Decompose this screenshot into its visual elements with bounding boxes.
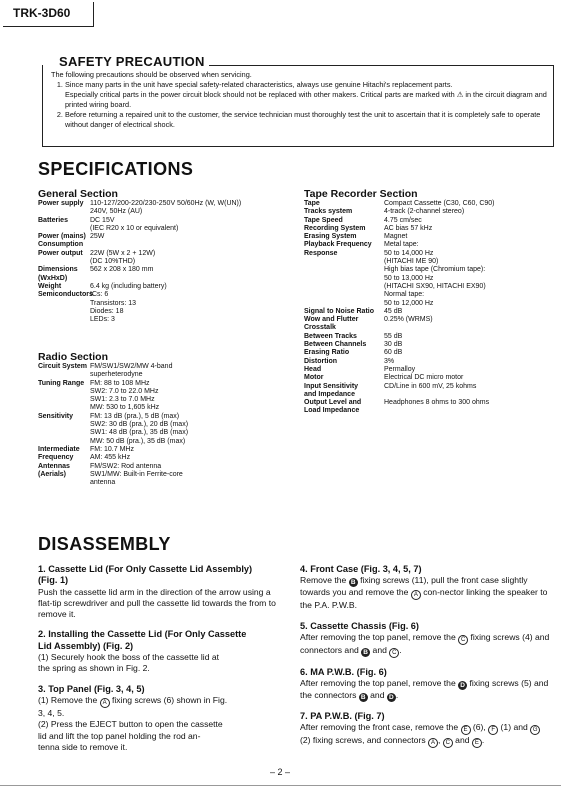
- spec-key: Recording System: [304, 224, 366, 232]
- step-4-body: Remove the B fixing screws (11), pull the front case slightly towards you and remove the A con-nector linking the speaker to the P.A. P.W.B.: [300, 575, 548, 611]
- spec-row: [38, 217, 318, 234]
- spec-key: Signal to Noise Ratio: [304, 307, 375, 315]
- spec-value: Headphones 8 ohms to 300 ohms: [384, 399, 490, 407]
- spec-row: [38, 463, 318, 488]
- spec-value: DC 15V (IEC R20 x 10 or equivalent): [90, 216, 179, 232]
- tape-spec-list: [304, 200, 554, 416]
- disassembly-right-column: [300, 564, 552, 748]
- spec-value: Compact Cassette (C30, C60, C90): [384, 200, 495, 207]
- spec-key: Dimensions (WxHxD): [38, 266, 78, 282]
- disassembly-heading: DISASSEMBLY: [38, 534, 171, 554]
- spec-key: Input Sensitivity and Impedance: [304, 382, 359, 398]
- marker-g: G: [530, 725, 540, 735]
- spec-value: FM: 13 dB (pra.), 5 dB (max) SW2: 30 dB (pra.), 20 dB (max) SW1: 48 dB (pra.), 35 dB (max) MW: 50 dB (pra.), 35 dB (max): [90, 412, 189, 445]
- spec-row: [304, 341, 554, 349]
- spec-value: CD/Line in 600 mV, 25 kohms: [384, 382, 477, 390]
- spec-value: 6.4 kg (including battery): [90, 282, 167, 290]
- spec-value: Electrical DC micro motor: [384, 374, 464, 382]
- marker-e: E: [472, 738, 482, 748]
- spec-value: 4-track (2-channel stereo): [384, 208, 465, 216]
- spec-row: [304, 308, 554, 316]
- step-6-body: After removing the top panel, remove the D fixing screws (5) and the connectors B and D .: [300, 678, 549, 702]
- spec-row: [304, 316, 554, 324]
- spec-value: Permalloy: [384, 365, 416, 373]
- spec-value: FM: 88 to 108 MHz SW2: 7.0 to 22.0 MHz SW1: 2.3 to 7.0 MHz MW: 530 to 1,605 kHz: [90, 379, 160, 412]
- spec-key: Antennas (Aerials): [38, 462, 70, 478]
- safety-box: [42, 54, 554, 147]
- step-7-title: 7. PA P.W.B. (Fig. 7): [300, 711, 385, 722]
- spec-key: Semiconductors: [38, 291, 93, 299]
- safety-note: Especially critical parts in the power circuit block should not be replaced with other makers. Critical parts are marked with ⚠ in the circuit diagram and printed wiring board.: [65, 90, 547, 109]
- spec-row: [304, 333, 554, 341]
- spec-key: Motor: [304, 374, 324, 382]
- marker-f: F: [488, 725, 498, 735]
- spec-row: [38, 291, 318, 324]
- general-spec-list: [38, 200, 318, 324]
- step-3-title: 3. Top Panel (Fig. 3, 4, 5): [38, 683, 145, 694]
- spec-key: Erasing Ratio: [304, 349, 350, 357]
- spec-row: [38, 250, 318, 267]
- spec-value: Magnet: [384, 233, 408, 241]
- radio-section-title: Radio Section: [38, 351, 109, 363]
- spec-key: Erasing System: [304, 233, 357, 241]
- spec-row: [304, 399, 554, 416]
- spec-key: Batteries: [38, 216, 68, 224]
- spec-value: 0.25% (WRMS): [384, 316, 433, 324]
- marker-c: C: [389, 648, 399, 658]
- spec-row: [38, 446, 318, 463]
- marker-c: C: [443, 738, 453, 748]
- spec-row: [304, 349, 554, 357]
- spec-row: [304, 366, 554, 374]
- spec-key: Playback Frequency Response: [304, 241, 372, 257]
- spec-key: Circuit System: [38, 363, 88, 370]
- safety-item-1: 1. Since many parts in the unit have special safety-related characteristics, always use genuine Hitachi's replacement parts. Especially critical parts in the power circuit block should not be replaced with other makers. Critical parts are marked with ⚠ in the circuit diagram and printed wiring board.: [65, 80, 547, 110]
- spec-row: [304, 233, 554, 241]
- spec-value: 562 x 208 x 180 mm: [90, 266, 154, 274]
- spec-row: [304, 217, 554, 225]
- marker-c: C: [458, 635, 468, 645]
- spec-key: Tracks system: [304, 208, 353, 216]
- spec-value: FM/SW1/SW2/MW 4-band superheterodyne: [90, 363, 173, 379]
- model-tab: [3, 2, 94, 27]
- spec-value: 110-127/200-220/230-250V 50/60Hz (W, W(UN)) 240V, 50Hz (AU): [90, 200, 242, 216]
- step-2-title: 2. Installing the Cassette Lid (For Only Cassette Lid Assembly) (Fig. 2): [38, 629, 247, 651]
- spec-row: [38, 266, 318, 283]
- marker-a: A: [411, 590, 421, 600]
- marker-a: A: [428, 738, 438, 748]
- spec-key: Power (mains) Consumption: [38, 233, 86, 249]
- step-5-body: After removing the top panel, remove the C fixing screws (4) and connectors and B and C .: [300, 631, 550, 656]
- spec-key: Head: [304, 365, 322, 373]
- spec-key: Output Level and Load Impedance: [304, 399, 362, 415]
- spec-key: Sensitivity: [38, 412, 74, 420]
- spec-value: 22W (5W x 2 + 12W) (DC 10%THD): [90, 249, 156, 266]
- model-number: TRK-3D60: [13, 6, 71, 20]
- step-3-body-1: (1) Remove the A fixing screws (6) shown in Fig. 3, 4, 5.: [38, 694, 228, 718]
- spec-row: [304, 383, 554, 400]
- step-2-body: (1) Securely hook the boss of the cassette lid at the spring as shown in Fig. 2.: [38, 652, 220, 674]
- spec-row: [304, 208, 554, 216]
- spec-value: 55 dB: [384, 332, 403, 340]
- spec-row: [38, 380, 318, 413]
- tape-section-title: Tape Recorder Section: [304, 188, 418, 200]
- spec-value: 4.75 cm/sec: [384, 216, 422, 224]
- safety-item-2: 2. Before returning a repaired unit to the customer, the service technician must thoroughly test the unit to ascertain that it is completely safe to operate without danger of electrical shock.: [65, 110, 547, 130]
- spec-value: FM/SW2: Rod antenna SW1/MW: Built-in Ferrite-core antenna: [90, 462, 183, 487]
- marker-a: A: [100, 698, 110, 708]
- spec-value: 45 dB: [384, 307, 403, 315]
- spec-key: Between Channels: [304, 341, 367, 349]
- marker-b: B: [361, 648, 370, 657]
- marker-b: B: [359, 693, 368, 702]
- safety-intro: The following precautions should be observed when servicing.: [51, 70, 252, 79]
- step-1-title: 1. Cassette Lid (For Only Cassette Lid Assembly) (Fig. 1): [38, 564, 253, 586]
- step-5-title: 5. Cassette Chassis (Fig. 6): [300, 620, 419, 631]
- spec-row: [38, 363, 318, 380]
- page-number: – 2 –: [270, 767, 291, 777]
- spec-key: Power output: [38, 249, 83, 257]
- step-7-body: After removing the front case, remove the E (6), F (1) and G (2) fixing screws, and connectors A , C and E .: [300, 722, 552, 748]
- spec-key: Tuning Range: [38, 379, 85, 387]
- spec-key: Weight: [38, 282, 62, 290]
- general-section-title: General Section: [38, 188, 118, 200]
- safety-title: SAFETY PRECAUTION: [55, 54, 209, 69]
- marker-d: D: [387, 693, 396, 702]
- marker-e: E: [461, 725, 471, 735]
- spec-value: 30 dB: [384, 341, 403, 349]
- spec-value: ICs: 6 Transistors: 13 Diodes: 18 LEDs: 3: [90, 291, 137, 324]
- spec-key: Tape: [304, 200, 320, 207]
- spec-row: [304, 324, 554, 332]
- specifications-heading: SPECIFICATIONS: [38, 159, 194, 179]
- disassembly-left-column: [38, 564, 283, 753]
- spec-row: [304, 374, 554, 382]
- bottom-rule: [0, 785, 561, 786]
- spec-value: 60 dB: [384, 349, 403, 357]
- spec-row: [304, 358, 554, 366]
- step-1-body: Push the cassette lid arm in the direction of the arrow using a flat-tip screwdriver and pull the cassette lid towards the from to remove it.: [38, 586, 276, 620]
- safety-body: [51, 70, 547, 130]
- spec-value: Metal tape: 50 to 14,000 Hz (HITACHI ME 90) High bias tape (Chromium tape): 50 to 13,000 Hz (HITACHI SX90, HITACHI EX90) Normal tape: 50 to 12,000 Hz: [384, 241, 486, 307]
- spec-value: 3%: [384, 357, 395, 365]
- radio-spec-list: [38, 363, 318, 487]
- spec-key: Crosstalk: [304, 324, 336, 332]
- spec-value: FM: 10.7 MHz AM: 455 kHz: [90, 445, 134, 462]
- spec-row: [304, 200, 554, 208]
- spec-row: [38, 200, 318, 217]
- marker-b: B: [349, 578, 358, 587]
- spec-key: Intermediate Frequency: [38, 445, 80, 462]
- spec-key: Distortion: [304, 357, 338, 365]
- spec-row: [304, 225, 554, 233]
- step-3-body-2: (2) Press the EJECT button to open the cassette lid and lift the top panel holding the rod an- tenna side to remove it.: [38, 719, 223, 752]
- marker-d: D: [458, 681, 467, 690]
- spec-key: Between Tracks: [304, 332, 357, 340]
- step-4-title: 4. Front Case (Fig. 3, 4, 5, 7): [300, 564, 422, 574]
- spec-value: AC bias 57 kHz: [384, 224, 433, 232]
- spec-row: [38, 413, 318, 446]
- step-6-title: 6. MA P.W.B. (Fig. 6): [300, 666, 387, 677]
- spec-key: Wow and Flutter: [304, 316, 359, 324]
- safety-rule: [203, 65, 553, 66]
- spec-row: [38, 233, 318, 250]
- spec-key: Power supply: [38, 200, 84, 207]
- spec-row: [38, 283, 318, 291]
- spec-row: [304, 241, 554, 307]
- spec-value: 25W: [90, 233, 105, 241]
- spec-key: Tape Speed: [304, 216, 343, 224]
